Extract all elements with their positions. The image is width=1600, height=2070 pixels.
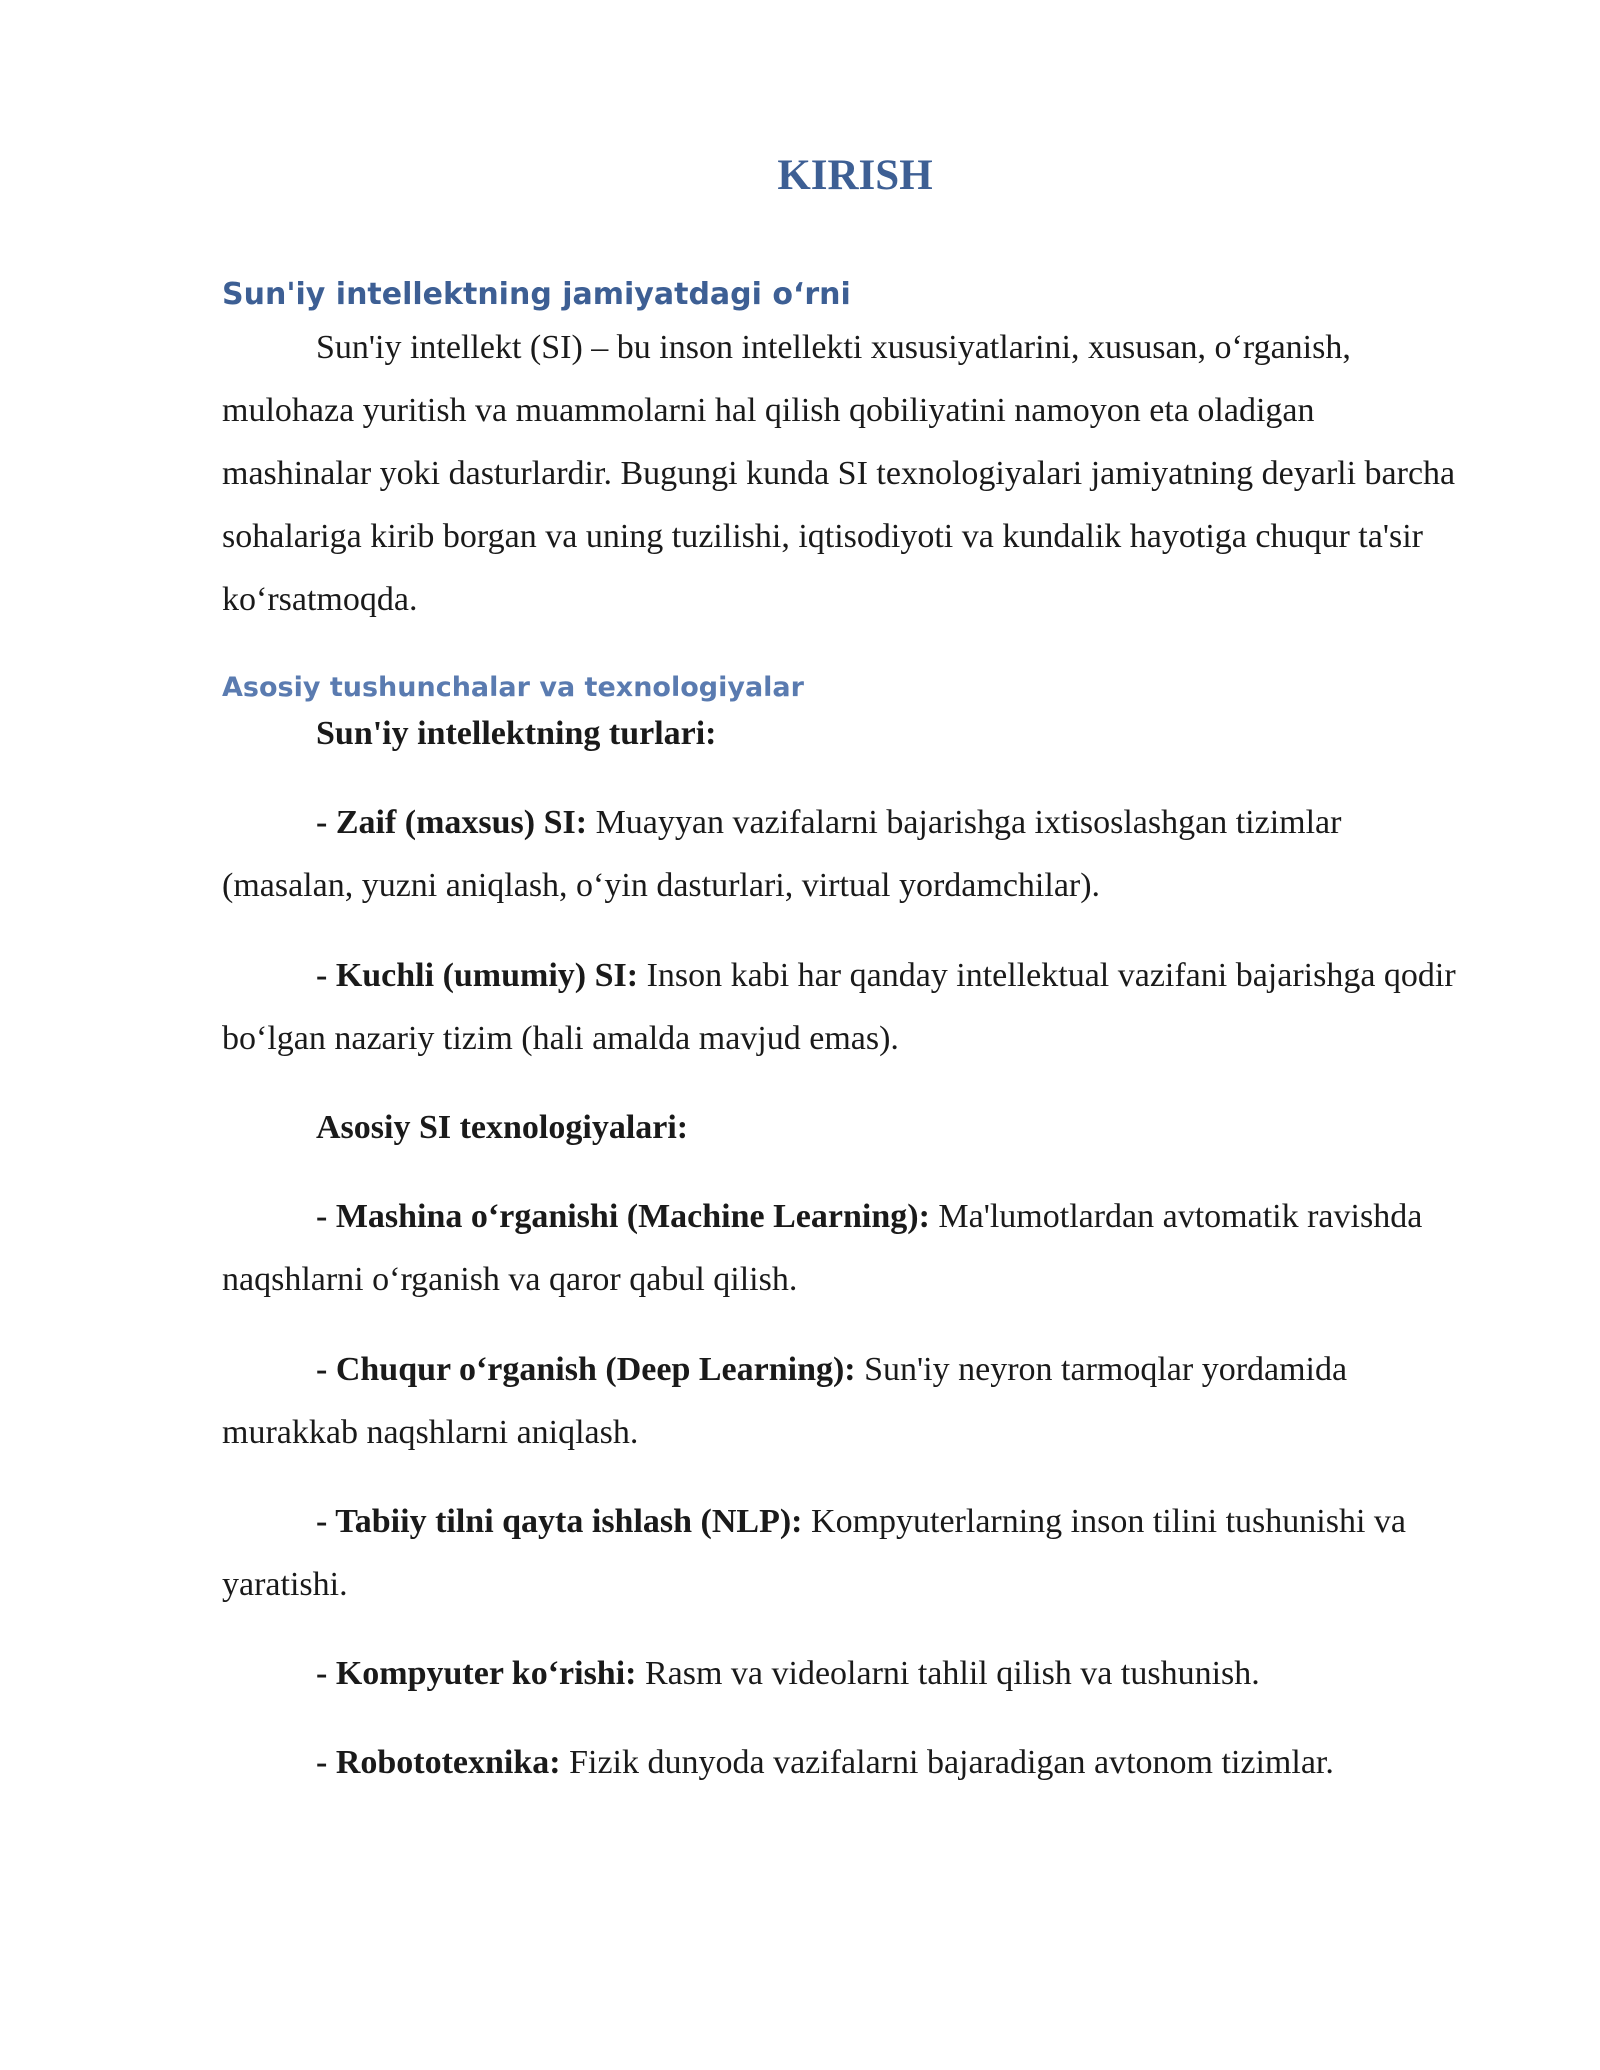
tech-item-ml xyxy=(222,1185,1462,1311)
tech-item-cv xyxy=(222,1642,1462,1705)
tech-desc: Sun'iy neyron tarmoqlar yordamida murakkab naqshlarni aniqlash. xyxy=(222,1351,1348,1451)
intro-paragraph: Sun'iy intellekt (SI) – bu inson intellekti xususiyatlarini, xususan, o‘rganish, mulohaza yuritish va muammolarni hal qilish qobiliyatini namoyon eta oladigan mashinalar yoki dasturlardir. Bugungi kunda SI texnologiyalari jamiyatning deyarli barcha sohalariga kirib borgan va uning tuzilishi, iqtisodiyoti va kundalik hayotiga chuqur ta'sir ko‘rsatmoqda. xyxy=(222,329,1456,618)
tech-desc: Fizik dunyoda vazifalarni bajaradigan avtonom tizimlar. xyxy=(560,1744,1334,1781)
types-heading xyxy=(222,702,1462,765)
type-desc: Inson kabi har qanday intellektual vazifani bajarishga qodir bo‘lgan nazariy tizim (hali amalda mavjud emas). xyxy=(222,957,1456,1057)
tech-item-robotics xyxy=(222,1731,1462,1794)
tech-item-nlp xyxy=(222,1490,1462,1616)
tech-desc: Ma'lumotlardan avtomatik ravishda naqshlarni o‘rganish va qaror qabul qilish. xyxy=(222,1198,1423,1298)
type-term: - Zaif (maxsus) SI: xyxy=(316,804,588,841)
page-title: KIRISH xyxy=(777,152,933,199)
tech-term: - Tabiiy tilni qayta ishlash (NLP): xyxy=(316,1503,803,1540)
tech-heading xyxy=(222,1096,1462,1159)
section-heading-role: Sun'iy intellektning jamiyatdagi o‘rni xyxy=(222,277,851,312)
tech-desc: Rasm va videolarni tahlil qilish va tushunish. xyxy=(636,1655,1260,1692)
tech-term: - Robototexnika: xyxy=(316,1744,561,1781)
tech-term: - Kompyuter ko‘rishi: xyxy=(316,1655,637,1692)
section-heading-concepts: Asosiy tushunchalar va texnologiyalar xyxy=(222,672,804,703)
type-term: - Kuchli (umumiy) SI: xyxy=(316,957,639,994)
types-heading-text: Sun'iy intellektning turlari: xyxy=(316,715,717,752)
tech-term: - Mashina o‘rganishi (Machine Learning): xyxy=(316,1198,930,1235)
type-item-strong xyxy=(222,944,1462,1070)
tech-item-dl xyxy=(222,1338,1462,1464)
tech-desc: Kompyuterlarning inson tilini tushunishi va yaratishi. xyxy=(222,1503,1406,1603)
type-desc: Muayyan vazifalarni bajarishga ixtisoslashgan tizimlar (masalan, yuzni aniqlash, o‘yin dasturlari, virtual yordamchilar). xyxy=(222,804,1342,904)
tech-term: - Chuqur o‘rganish (Deep Learning): xyxy=(316,1351,856,1388)
type-item-weak xyxy=(222,791,1462,917)
tech-heading-text: Asosiy SI texnologiyalari: xyxy=(316,1109,689,1146)
